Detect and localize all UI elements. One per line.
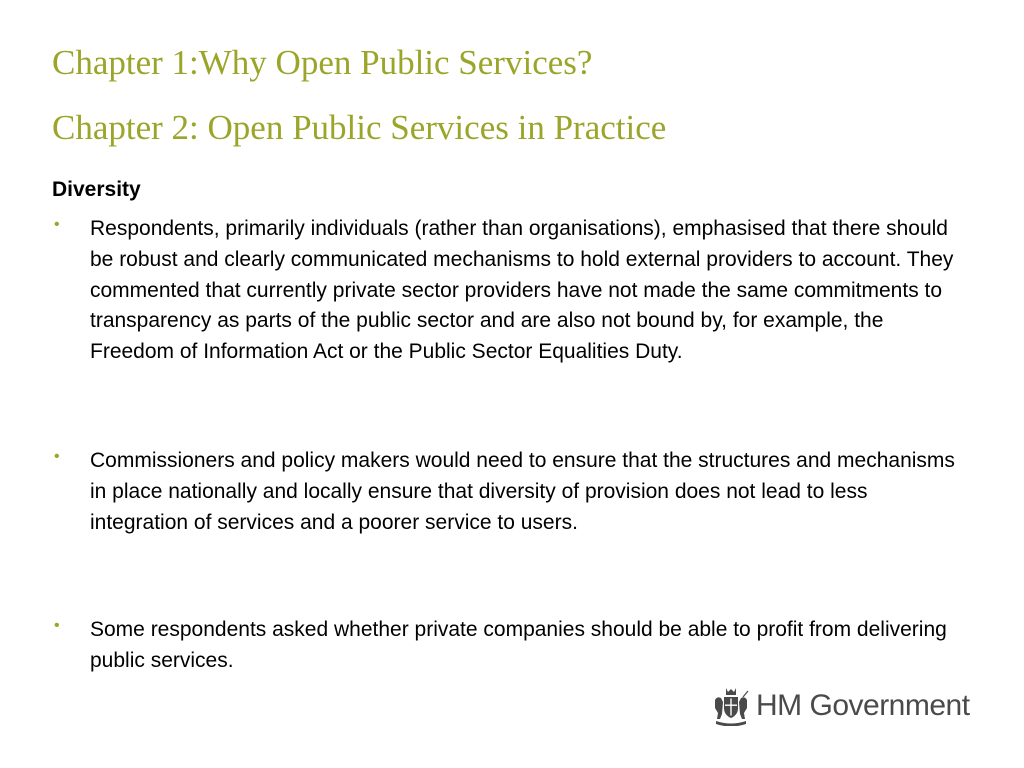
logo-text: HM Government bbox=[756, 689, 970, 722]
royal-crest-icon bbox=[712, 686, 750, 726]
chapter-2-title: Chapter 2: Open Public Services in Practice bbox=[52, 108, 667, 147]
bullet-text: Commissioners and policy makers would need to ensure that the structures and mechanisms in place nationally and locally ensure that diversity of provision does not lead to less integration of services and a poorer service to users. bbox=[90, 449, 955, 534]
bullet-text: Respondents, primarily individuals (rather than organisations), emphasised that there should be robust and clearly communicated mechanisms to hold external providers to account. They commented that currently private sector providers have not made the same commitments to transparency as parts of the public sector and are also not bound by, for example, the Freedom of Information Act or the Public Sector Equalities Duty. bbox=[90, 217, 954, 364]
bullet-icon: • bbox=[54, 617, 60, 634]
hm-government-logo bbox=[712, 684, 970, 728]
bullet-icon: • bbox=[54, 216, 60, 233]
section-heading: Diversity bbox=[52, 178, 141, 201]
chapter-1-title: Chapter 1:Why Open Public Services? bbox=[52, 43, 593, 82]
bullet-icon: • bbox=[54, 448, 60, 465]
bullet-text: Some respondents asked whether private companies should be able to profit from delivering public services. bbox=[90, 618, 947, 672]
